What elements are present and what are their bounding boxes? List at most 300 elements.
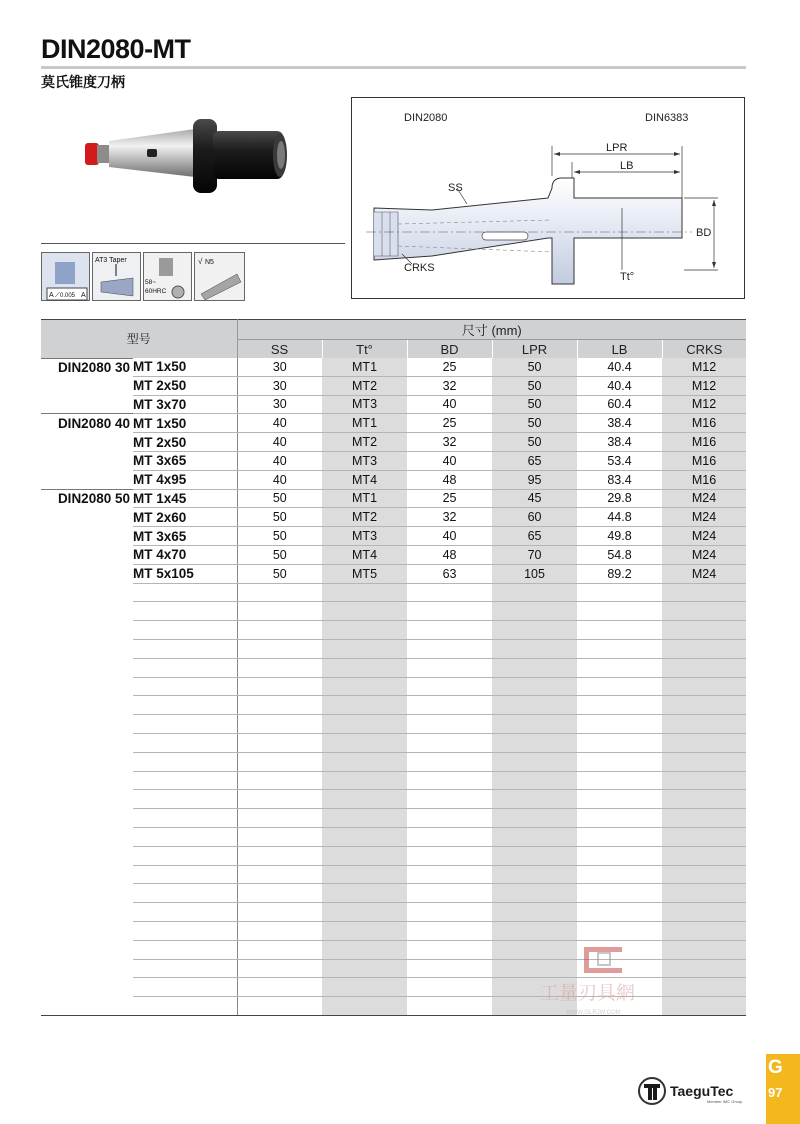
value-cell-crks: M24	[662, 489, 746, 508]
empty-cell	[133, 921, 237, 940]
table-row	[41, 358, 746, 376]
value-cell-lpr: 70	[492, 545, 577, 564]
empty-cell	[237, 658, 322, 677]
empty-cell	[41, 865, 133, 884]
empty-cell	[492, 827, 577, 846]
empty-cell	[133, 771, 237, 790]
empty-cell	[407, 827, 492, 846]
empty-cell	[662, 733, 746, 752]
col-lpr: LPR	[492, 340, 577, 359]
empty-cell	[577, 790, 662, 809]
series-cell	[41, 527, 133, 546]
watermark-text: 工量刃具網	[540, 982, 636, 1004]
empty-cell	[407, 677, 492, 696]
empty-cell	[407, 903, 492, 922]
value-cell-lb: 54.8	[577, 545, 662, 564]
empty-cell	[133, 903, 237, 922]
empty-cell	[407, 752, 492, 771]
dimension-diagram	[351, 97, 745, 299]
empty-table-row	[41, 602, 746, 621]
table-row	[41, 545, 746, 564]
value-cell-tt: MT3	[322, 527, 407, 546]
value-cell-bd: 25	[407, 358, 492, 376]
empty-cell	[322, 921, 407, 940]
table-row	[41, 527, 746, 546]
empty-cell	[322, 696, 407, 715]
value-cell-bd: 48	[407, 470, 492, 489]
value-cell-lb: 83.4	[577, 470, 662, 489]
series-cell: DIN2080 40	[41, 414, 133, 433]
model-cell: MT 1x50	[133, 358, 237, 376]
tolerance-icon	[42, 253, 90, 301]
empty-cell	[662, 752, 746, 771]
empty-cell	[492, 884, 577, 903]
empty-cell	[662, 677, 746, 696]
empty-cell	[133, 790, 237, 809]
value-cell-crks: M16	[662, 433, 746, 452]
empty-cell	[237, 921, 322, 940]
empty-cell	[41, 733, 133, 752]
label-din2080: DIN2080	[404, 112, 448, 124]
value-cell-tt: MT3	[322, 451, 407, 470]
label-lb: LB	[620, 160, 634, 172]
empty-table-row	[41, 752, 746, 771]
value-cell-lpr: 60	[492, 508, 577, 527]
empty-cell	[577, 809, 662, 828]
empty-cell	[662, 846, 746, 865]
empty-cell	[492, 809, 577, 828]
empty-cell	[492, 677, 577, 696]
empty-cell	[41, 846, 133, 865]
empty-table-row	[41, 790, 746, 809]
series-cell	[41, 395, 133, 414]
label-lpr: LPR	[606, 142, 628, 154]
empty-cell	[492, 658, 577, 677]
empty-cell	[492, 846, 577, 865]
empty-cell	[577, 752, 662, 771]
value-cell-lb: 49.8	[577, 527, 662, 546]
empty-cell	[41, 752, 133, 771]
value-cell-lpr: 105	[492, 564, 577, 583]
watermark-url: WWW.GLRJW.COM	[566, 1010, 621, 1016]
value-cell-ss: 50	[237, 564, 322, 583]
empty-cell	[41, 997, 133, 1016]
empty-table-row	[41, 921, 746, 940]
empty-cell	[492, 639, 577, 658]
empty-cell	[41, 658, 133, 677]
empty-cell	[492, 715, 577, 734]
table-row	[41, 489, 746, 508]
watermark-logo	[536, 945, 676, 1020]
empty-cell	[41, 884, 133, 903]
icon-divider	[41, 243, 345, 244]
empty-cell	[577, 865, 662, 884]
empty-cell	[133, 583, 237, 602]
table-row	[41, 414, 746, 433]
value-cell-lb: 38.4	[577, 433, 662, 452]
value-cell-bd: 40	[407, 395, 492, 414]
value-cell-crks: M12	[662, 395, 746, 414]
value-cell-lpr: 50	[492, 358, 577, 376]
label-crks: CRKS	[404, 262, 435, 274]
value-cell-lb: 89.2	[577, 564, 662, 583]
table-row	[41, 433, 746, 452]
value-cell-lb: 44.8	[577, 508, 662, 527]
empty-cell	[322, 884, 407, 903]
value-cell-crks: M16	[662, 470, 746, 489]
empty-cell	[41, 583, 133, 602]
empty-cell	[662, 827, 746, 846]
value-cell-lpr: 50	[492, 414, 577, 433]
empty-cell	[237, 846, 322, 865]
table-row	[41, 376, 746, 395]
empty-cell	[662, 771, 746, 790]
empty-table-row	[41, 827, 746, 846]
value-cell-crks: M24	[662, 527, 746, 546]
empty-cell	[237, 903, 322, 922]
empty-table-row	[41, 733, 746, 752]
empty-cell	[407, 715, 492, 734]
empty-cell	[237, 884, 322, 903]
empty-cell	[322, 583, 407, 602]
empty-cell	[237, 790, 322, 809]
empty-cell	[322, 621, 407, 640]
series-cell	[41, 433, 133, 452]
brand-name: TaeguTec	[670, 1083, 734, 1099]
empty-cell	[577, 621, 662, 640]
empty-cell	[41, 715, 133, 734]
empty-table-row	[41, 865, 746, 884]
empty-cell	[492, 921, 577, 940]
empty-cell	[133, 658, 237, 677]
empty-cell	[133, 884, 237, 903]
section-letter: G	[768, 1057, 783, 1078]
empty-cell	[41, 790, 133, 809]
value-cell-ss: 40	[237, 470, 322, 489]
value-cell-ss: 50	[237, 489, 322, 508]
value-cell-ss: 40	[237, 414, 322, 433]
value-cell-lpr: 95	[492, 470, 577, 489]
empty-cell	[407, 921, 492, 940]
value-cell-tt: MT1	[322, 414, 407, 433]
model-header: 型号	[41, 320, 237, 359]
empty-cell	[662, 639, 746, 658]
value-cell-lb: 60.4	[577, 395, 662, 414]
model-cell: MT 3x65	[133, 527, 237, 546]
empty-cell	[322, 865, 407, 884]
value-cell-ss: 50	[237, 545, 322, 564]
empty-cell	[407, 865, 492, 884]
empty-cell	[237, 677, 322, 696]
svg-text:58~: 58~	[145, 279, 157, 286]
value-cell-ss: 40	[237, 433, 322, 452]
empty-cell	[577, 583, 662, 602]
empty-cell	[577, 715, 662, 734]
empty-cell	[322, 903, 407, 922]
empty-cell	[133, 959, 237, 978]
empty-cell	[322, 790, 407, 809]
empty-table-row	[41, 677, 746, 696]
empty-cell	[322, 677, 407, 696]
empty-cell	[133, 677, 237, 696]
empty-cell	[492, 602, 577, 621]
value-cell-crks: M24	[662, 508, 746, 527]
empty-cell	[322, 752, 407, 771]
empty-cell	[407, 696, 492, 715]
roughness-icon	[195, 253, 245, 301]
empty-cell	[407, 997, 492, 1016]
value-cell-lb: 53.4	[577, 451, 662, 470]
empty-table-row	[41, 846, 746, 865]
value-cell-crks: M24	[662, 545, 746, 564]
empty-table-row	[41, 621, 746, 640]
value-cell-bd: 48	[407, 545, 492, 564]
label-bd: BD	[696, 227, 712, 239]
empty-table-row	[41, 696, 746, 715]
empty-cell	[407, 846, 492, 865]
empty-cell	[577, 884, 662, 903]
value-cell-lpr: 50	[492, 433, 577, 452]
value-cell-crks: M16	[662, 414, 746, 433]
spec-table	[41, 319, 746, 1016]
tolerance-a1: A	[49, 292, 54, 299]
empty-cell	[662, 621, 746, 640]
empty-cell	[662, 658, 746, 677]
empty-cell	[133, 696, 237, 715]
model-cell: MT 3x70	[133, 395, 237, 414]
value-cell-bd: 32	[407, 433, 492, 452]
page-subtitle: 莫氏锥度刀柄	[41, 75, 125, 91]
model-cell: MT 2x60	[133, 508, 237, 527]
empty-cell	[237, 865, 322, 884]
value-cell-bd: 40	[407, 451, 492, 470]
model-cell: MT 4x70	[133, 545, 237, 564]
empty-cell	[577, 733, 662, 752]
table-row	[41, 470, 746, 489]
value-cell-bd: 40	[407, 527, 492, 546]
col-tt: Tt°	[322, 340, 407, 359]
empty-cell	[577, 827, 662, 846]
value-cell-tt: MT4	[322, 470, 407, 489]
model-cell: MT 2x50	[133, 376, 237, 395]
empty-cell	[662, 903, 746, 922]
value-cell-tt: MT1	[322, 358, 407, 376]
empty-cell	[492, 865, 577, 884]
value-cell-tt: MT3	[322, 395, 407, 414]
empty-cell	[41, 827, 133, 846]
empty-cell	[577, 771, 662, 790]
series-cell	[41, 376, 133, 395]
value-cell-ss: 30	[237, 358, 322, 376]
empty-cell	[577, 677, 662, 696]
empty-cell	[662, 696, 746, 715]
empty-cell	[322, 715, 407, 734]
empty-cell	[407, 733, 492, 752]
taper-icon	[93, 253, 141, 301]
value-cell-lb: 40.4	[577, 376, 662, 395]
empty-cell	[407, 639, 492, 658]
title-rule	[41, 66, 746, 69]
empty-cell	[237, 621, 322, 640]
empty-cell	[237, 696, 322, 715]
empty-cell	[41, 639, 133, 658]
empty-cell	[577, 903, 662, 922]
value-cell-ss: 30	[237, 395, 322, 414]
value-cell-ss: 50	[237, 508, 322, 527]
tolerance-value: 0.005	[60, 293, 76, 299]
empty-cell	[41, 621, 133, 640]
empty-cell	[322, 978, 407, 997]
value-cell-tt: MT2	[322, 508, 407, 527]
empty-cell	[41, 809, 133, 828]
empty-cell	[492, 790, 577, 809]
empty-cell	[492, 903, 577, 922]
roughness-value: N5	[205, 259, 214, 266]
dimension-header: 尺寸 (mm)	[237, 320, 746, 340]
col-bd: BD	[407, 340, 492, 359]
table-row	[41, 395, 746, 414]
empty-table-row	[41, 639, 746, 658]
empty-cell	[237, 959, 322, 978]
empty-cell	[577, 639, 662, 658]
empty-table-row	[41, 715, 746, 734]
model-cell: MT 1x50	[133, 414, 237, 433]
empty-cell	[577, 602, 662, 621]
empty-cell	[322, 997, 407, 1016]
value-cell-crks: M12	[662, 358, 746, 376]
empty-cell	[662, 884, 746, 903]
svg-text:60HRC: 60HRC	[145, 288, 167, 295]
empty-cell	[577, 696, 662, 715]
empty-cell	[322, 602, 407, 621]
empty-cell	[322, 771, 407, 790]
value-cell-lpr: 45	[492, 489, 577, 508]
empty-cell	[133, 865, 237, 884]
series-cell: DIN2080 30	[41, 358, 133, 376]
empty-cell	[41, 921, 133, 940]
empty-cell	[133, 752, 237, 771]
value-cell-bd: 32	[407, 508, 492, 527]
model-cell: MT 5x105	[133, 564, 237, 583]
empty-cell	[237, 809, 322, 828]
empty-cell	[133, 978, 237, 997]
empty-table-row	[41, 771, 746, 790]
empty-cell	[237, 827, 322, 846]
table-row	[41, 564, 746, 583]
svg-text:⟋: ⟋	[55, 292, 60, 299]
value-cell-tt: MT5	[322, 564, 407, 583]
value-cell-ss: 50	[237, 527, 322, 546]
value-cell-lb: 29.8	[577, 489, 662, 508]
empty-cell	[237, 733, 322, 752]
empty-table-row	[41, 809, 746, 828]
empty-table-row	[41, 884, 746, 903]
value-cell-bd: 25	[407, 489, 492, 508]
empty-cell	[41, 903, 133, 922]
empty-cell	[407, 771, 492, 790]
series-cell: DIN2080 50	[41, 489, 133, 508]
value-cell-tt: MT1	[322, 489, 407, 508]
empty-cell	[322, 733, 407, 752]
model-cell: MT 1x45	[133, 489, 237, 508]
empty-cell	[237, 997, 322, 1016]
empty-cell	[407, 621, 492, 640]
empty-table-row	[41, 903, 746, 922]
empty-cell	[133, 733, 237, 752]
empty-cell	[322, 658, 407, 677]
empty-cell	[322, 846, 407, 865]
model-cell: MT 3x65	[133, 451, 237, 470]
empty-cell	[407, 884, 492, 903]
empty-cell	[133, 621, 237, 640]
empty-cell	[41, 677, 133, 696]
value-cell-lpr: 50	[492, 395, 577, 414]
empty-cell	[492, 696, 577, 715]
empty-cell	[662, 865, 746, 884]
empty-cell	[133, 846, 237, 865]
empty-cell	[237, 602, 322, 621]
empty-cell	[237, 715, 322, 734]
value-cell-lpr: 50	[492, 376, 577, 395]
empty-cell	[41, 602, 133, 621]
empty-cell	[133, 940, 237, 959]
col-ss: SS	[237, 340, 322, 359]
empty-cell	[41, 959, 133, 978]
empty-cell	[322, 940, 407, 959]
value-cell-lb: 38.4	[577, 414, 662, 433]
empty-cell	[41, 940, 133, 959]
value-cell-bd: 32	[407, 376, 492, 395]
empty-cell	[662, 921, 746, 940]
empty-cell	[407, 978, 492, 997]
empty-cell	[133, 997, 237, 1016]
empty-cell	[322, 827, 407, 846]
col-crks: CRKS	[662, 340, 746, 359]
series-cell	[41, 564, 133, 583]
empty-cell	[41, 696, 133, 715]
feature-icons	[41, 252, 245, 301]
empty-cell	[237, 583, 322, 602]
empty-table-row	[41, 658, 746, 677]
empty-cell	[407, 940, 492, 959]
empty-cell	[407, 809, 492, 828]
value-cell-ss: 30	[237, 376, 322, 395]
tool-holder-photo	[85, 115, 295, 197]
value-cell-lpr: 65	[492, 451, 577, 470]
empty-cell	[577, 658, 662, 677]
model-cell: MT 4x95	[133, 470, 237, 489]
tolerance-a2: A	[81, 292, 86, 299]
value-cell-crks: M12	[662, 376, 746, 395]
empty-cell	[41, 771, 133, 790]
empty-cell	[492, 752, 577, 771]
empty-cell	[133, 639, 237, 658]
table-row	[41, 451, 746, 470]
empty-cell	[492, 733, 577, 752]
empty-cell	[407, 583, 492, 602]
taper-label: AT3 Taper	[95, 257, 127, 264]
table-row	[41, 508, 746, 527]
empty-cell	[322, 959, 407, 978]
svg-text:√: √	[198, 257, 203, 266]
empty-cell	[322, 809, 407, 828]
value-cell-tt: MT4	[322, 545, 407, 564]
empty-cell	[237, 639, 322, 658]
value-cell-crks: M16	[662, 451, 746, 470]
empty-cell	[662, 602, 746, 621]
empty-cell	[662, 809, 746, 828]
empty-cell	[577, 921, 662, 940]
